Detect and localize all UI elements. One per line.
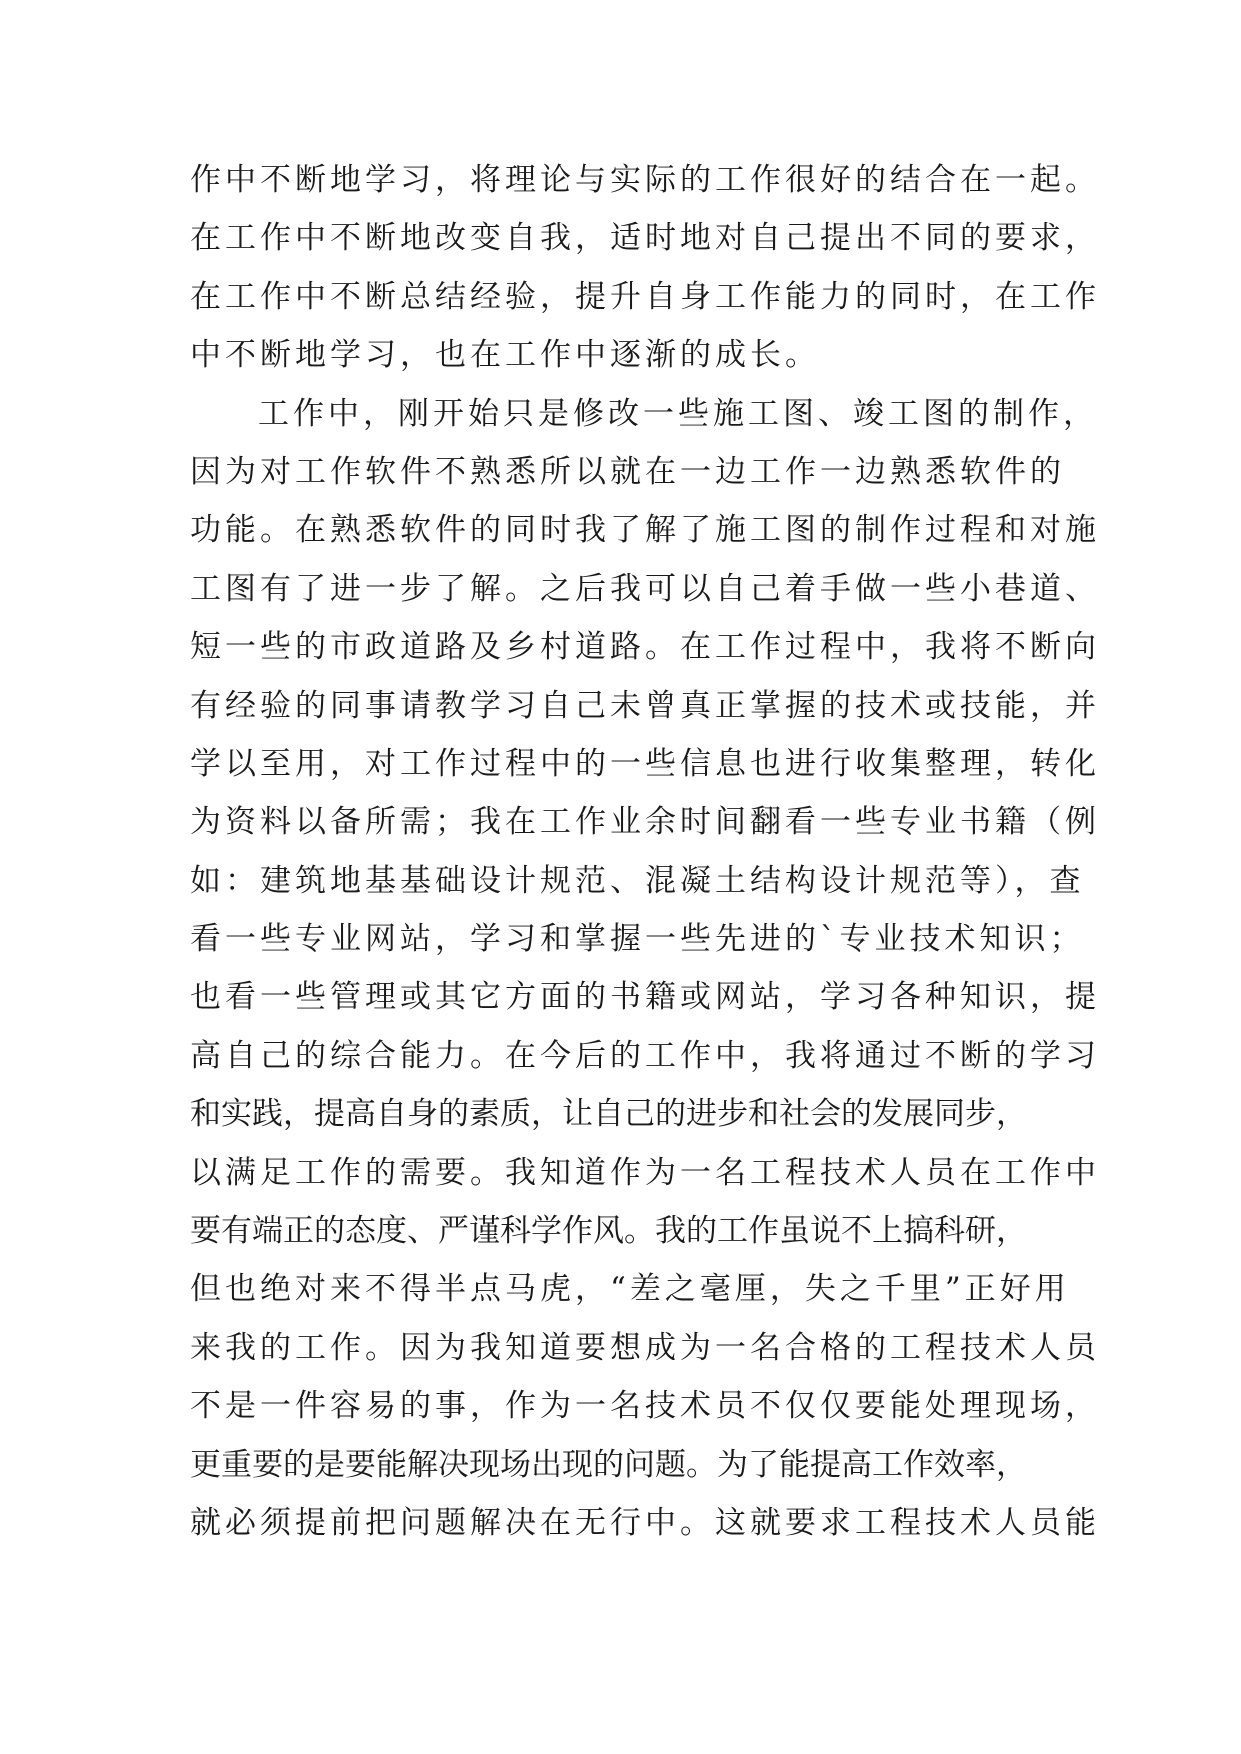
- text-line: 不是一件容易的事，作为一名技术员不仅仅要能处理现场，: [190, 1388, 1100, 1425]
- text-line: 和实践，提高自身的素质，让自己的进步和社会的发展同步，: [190, 1096, 1027, 1133]
- text-line: 在工作中不断总结经验，提升自身工作能力的同时，在工作: [190, 278, 1100, 315]
- text-line: 因为对工作软件不熟悉所以就在一边工作一边熟悉软件的: [190, 453, 1065, 490]
- text-line: 短一些的市政道路及乡村道路。在工作过程中，我将不断向: [190, 629, 1100, 666]
- text-line: 为资料以备所需；我在工作业余时间翻看一些专业书籍（例: [190, 804, 1100, 841]
- text-line: 在工作中不断地改变自我，适时地对自己提出不同的要求，: [190, 220, 1100, 257]
- paragraph-first-line: 工作中，刚开始只是修改一些施工图、竣工图的制作，: [258, 395, 1098, 432]
- text-line: 就必须提前把问题解决在无行中。这就要求工程技术人员能: [190, 1504, 1100, 1541]
- text-line: 高自己的综合能力。在今后的工作中，我将通过不断的学习: [190, 1037, 1100, 1074]
- text-line: 学以至用，对工作过程中的一些信息也进行收集整理，转化: [190, 745, 1100, 782]
- text-line: 作中不断地学习，将理论与实际的工作很好的结合在一起。: [190, 162, 1100, 198]
- text-line: 以满足工作的需要。我知道作为一名工程技术人员在工作中: [190, 1154, 1100, 1191]
- text-line: 但也绝对来不得半点马虎，“差之毫厘，失之千里”正好用: [190, 1271, 1070, 1308]
- body-text: [190, 158, 1100, 1559]
- text-line: 来我的工作。因为我知道要想成为一名合格的工程技术人员: [190, 1329, 1100, 1366]
- text-line: 如：建筑地基基础设计规范、混凝土结构设计规范等），查: [190, 862, 1085, 899]
- text-line: 中不断地学习，也在工作中逐渐的成长。: [190, 337, 820, 374]
- text-line: 工图有了进一步了解。之后我可以自己着手做一些小巷道、: [190, 570, 1100, 607]
- text-line: 有经验的同事请教学习自己未曾真正掌握的技术或技能，并: [190, 687, 1100, 724]
- text-line: 更重要的是要能解决现场出现的问题。为了能提高工作效率，: [190, 1446, 1027, 1483]
- text-line: 也看一些管理或其它方面的书籍或网站，学习各种知识，提: [190, 979, 1100, 1016]
- text-line: 功能。在熟悉软件的同时我了解了施工图的制作过程和对施: [190, 512, 1100, 549]
- text-line: 看一些专业网站，学习和掌握一些先进的`专业技术知识；: [190, 921, 1085, 958]
- text-line: 要有端正的态度、严谨科学作风。我的工作虽说不上搞科研，: [190, 1213, 1027, 1250]
